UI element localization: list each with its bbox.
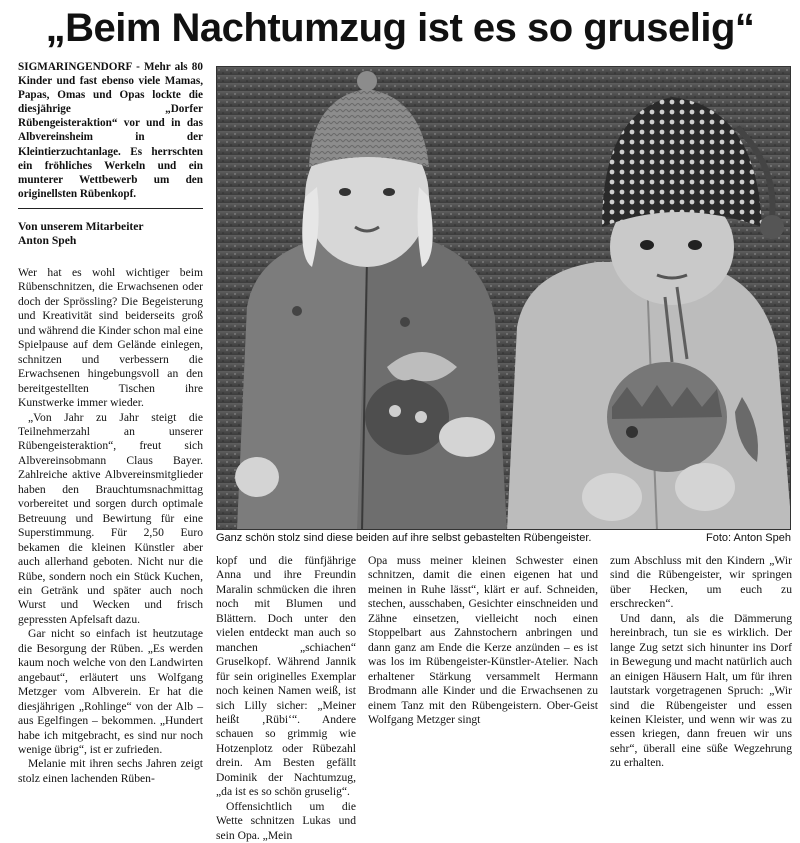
byline-author: Anton Speh [18,234,77,247]
paragraph: „Von Jahr zu Jahr steigt die Teilnehmerzahl an unserer Rübengeisteraktion“, freut sich Albvereinsobmann Claus Bayer. Zahlreiche aktive Albvereinsmitglieder haben den Brauchtumsnachmittag vorbereitet und sorgen durch optimale Betreuung und Bewirtung für eine Superstimmung. Für 2,50 Euro bekamen die kleinen Künstler aber auch allerhand geboten. Nicht nur die Rübe, sondern noch ein Stück Kuchen, ein Getränk und später auch noch Wurst und Wecken und frisch gepressten Apfelsaft dazu. [18,410,203,626]
article-column-3 [368,554,598,727]
byline [18,220,203,248]
photo-credit: Foto: Anton Speh [705,532,791,544]
paragraph: Opa muss meiner kleinen Schwester einen schnitzen, damit die einen eigenen hat und meinen in Ruhe lässt“, klärt er auf. Schneiden, stechen, ausschaben, Gesichter einschneiden und Zähne einsetzen, vielleicht noch einen Stoppelbart aus Zahnstochern anbringen und dann ganz am Ende die Kerze anzünden – es ist was los im Rübengeister-Künstler-Atelier. Nach erhaltener Stärkung versammelt Hermann Brodmann alle Kinder und die Erwachsenen zu einem Tanz mit den Rübengeistern. Ober-Geist Wolfgang Metzger singt [368,554,598,726]
article-column-1 [18,266,203,786]
paragraph: kopf und die fünfjährige Anna und ihre Freundin Maralin schmücken die ihren noch mit Blumen und Blättern. Doch unter den vielen entdeckt man auch so manchen „schiachen“ Gruselkopf. Während Jannik für sein originelles Exemplar noch keinen Namen weiß, ist sich Lilly sicher: „Meiner heißt ‚Rübi‘“. Andere schauen so grimmig wie Hotzenplotz oder Rübezahl drein. Am Besten gefällt Dominik der Nachtumzug, „da ist es so schön gruselig“. [216,554,356,799]
paragraph: Und dann, als die Dämmerung hereinbrach, tun sie es wirklich. Der lange Zug setzt sich hinunter ins Dorf in Bewegung und macht natürlich auch an einigen Häusern Halt, um für ihren lautstark vorgetragenen Spruch: „Wir sind die Rübengeister und essen keinen Kleister, und wenn wir was zu essen kriegen, dann freuen wir uns sehr“, überall eine süße Wegzehrung zu erhalten. [610,611,792,770]
photo [216,66,791,530]
article-column-2 [216,554,356,843]
article-column-4 [610,554,792,771]
children-photo-illustration [217,67,791,530]
lead-text: SIGMARINGENDORF - Mehr als 80 Kinder und fast ebenso viele Mamas, Papas, Omas und Opas lockte die diesjährige „Dorfer Rübengeisteraktion“ vor und in das Albvereinsheim in der Kleintierzuchtanlage. Es herrschten ein fröhliches Werkeln und ein munterer Wettbewerb um den originellsten Rübenkopf. [18,61,203,200]
headline: „Beim Nachtumzug ist es so gruselig“ [45,6,755,50]
paragraph: zum Abschluss mit den Kindern „Wir sind die Rübengeister, wir springen über Hecken, um euch zu erschrecken“. [610,554,792,611]
paragraph: Offensichtlich um die Wette schnitzen Lukas und sein Opa. „Mein [216,799,356,842]
paragraph: Wer hat es wohl wichtiger beim Rübenschnitzen, die Erwachsenen oder doch der Sprössling? Die Begeisterung und Kreativität sind beiderseits groß und während die Kinder schon mal eine Spielpause auf dem Gelände einlegen, schnitzen und verbessern die Erwachsenen hingebungsvoll an den bereitgestellten Tischen ihre Kunstwerke immer wieder. [18,266,203,410]
caption-text: Ganz schön stolz sind diese beiden auf ihre selbst gebastelten Rübengeister. [216,532,592,544]
paragraph: Melanie mit ihren sechs Jahren zeigt stolz einen lachenden Rüben- [18,757,203,785]
lead-paragraph [18,60,203,201]
divider [18,208,203,209]
photo-caption [216,531,791,545]
byline-line1: Von unserem Mitarbeiter [18,220,144,233]
paragraph: Gar nicht so einfach ist heutzutage die Besorgung der Rüben. „Es werden kaum noch welche von den Landwirten angebaut“, erläutert uns Wolfgang Metzger vom Albverein. Er hat die diesjährigen „Rohlinge“ von der Alb – aus Egelfingen – bekommen. „Hundert habe ich mitgebracht, es sind nur noch wenige übrig“, ist er zufrieden. [18,627,203,756]
